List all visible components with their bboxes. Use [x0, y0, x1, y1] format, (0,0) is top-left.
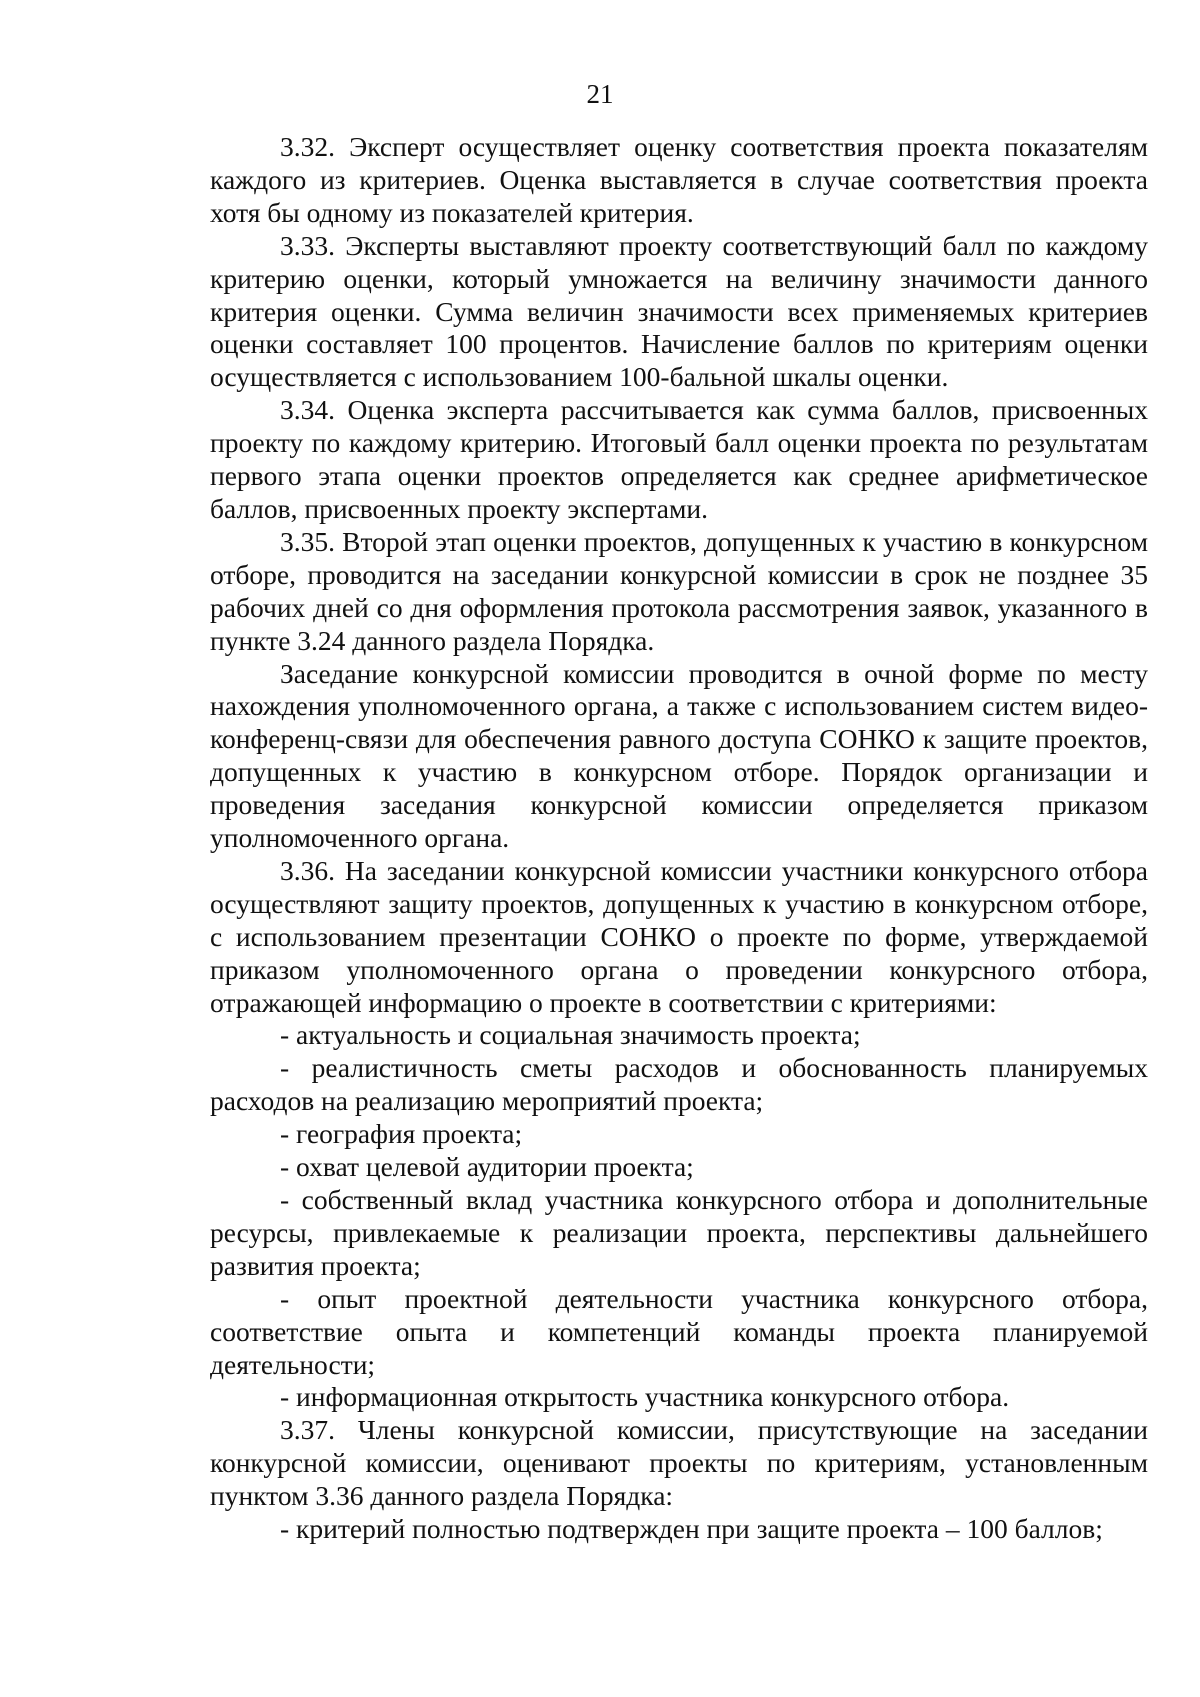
paragraph-3-34: 3.34. Оценка эксперта рассчитывается как сумма баллов, присвоенных проекту по каждому критерию. Итоговый балл оценки проекта по результатам первого этапа оценки проектов определяется как среднее арифметическое баллов, присвоенных проекту экспертами.	[210, 394, 1148, 524]
criterion-list-item: - география проекта;	[280, 1118, 523, 1150]
criterion-list-item: - собственный вклад участника конкурсного отбора и дополнительные ресурсы, привлекаемые к реализации проекта, перспективы дальнейшего развития проекта;	[210, 1184, 1148, 1281]
score-list-item: - критерий полностью подтвержден при защите проекта – 100 баллов;	[280, 1513, 1103, 1545]
criterion-list-item: - реалистичность сметы расходов и обоснованность планируемых расходов на реализацию мероприятий проекта;	[210, 1052, 1148, 1117]
criterion-list-item: - актуальность и социальная значимость проекта;	[280, 1019, 861, 1051]
paragraph-3-37: 3.37. Члены конкурсной комиссии, присутствующие на заседании конкурсной комиссии, оценивают проекты по критериям, установленным пунктом 3.36 данного раздела Порядка:	[210, 1414, 1148, 1512]
criterion-list-item: - информационная открытость участника конкурсного отбора.	[280, 1381, 1010, 1413]
paragraph-3-33: 3.33. Эксперты выставляют проекту соответствующий балл по каждому критерию оценки, который умножается на величину значимости данного критерия оценки. Сумма величин значимости всех применяемых критериев оценки составляет 100 процентов. Начисление баллов по критериям оценки осуществляется с использованием 100-бальной шкалы оценки.	[210, 229, 1148, 393]
document-body	[210, 131, 1148, 1546]
criterion-list-item: - опыт проектной деятельности участника конкурсного отбора, соответствие опыта и компетенций команды проекта планируемой деятельности;	[210, 1282, 1148, 1380]
page-number: 21	[586, 79, 614, 109]
paragraph-3-36: 3.36. На заседании конкурсной комиссии участники конкурсного отбора осуществляют защиту проектов, допущенных к участию в конкурсном отборе, с использованием презентации СОНКО о проекте по форме, утверждаемой приказом уполномоченного органа о проведении конкурсного отбора, отражающей информацию о проекте в соответствии с критериями:	[210, 854, 1148, 1018]
paragraph-3-35: 3.35. Второй этап оценки проектов, допущенных к участию в конкурсном отборе, проводится на заседании конкурсной комиссии в срок не позднее 35 рабочих дней со дня оформления протокола рассмотрения заявок, указанного в пункте 3.24 данного раздела Порядка.	[210, 525, 1148, 656]
paragraph-3-32: 3.32. Эксперт осуществляет оценку соответствия проекта показателям каждого из критериев. Оценка выставляется в случае соответствия проекта хотя бы одному из показателей критерия.	[210, 131, 1148, 228]
paragraph-meeting-form: Заседание конкурсной комиссии проводится в очной форме по месту нахождения уполномоченного органа, а также с использованием систем видео-конференц-связи для обеспечения равного доступа СОНКО к защите проектов, допущенных к участию в конкурсном отборе. Порядок организации и проведения заседания конкурсной комиссии определяется приказом уполномоченного органа.	[210, 657, 1148, 854]
criterion-list-item: - охват целевой аудитории проекта;	[280, 1151, 694, 1183]
